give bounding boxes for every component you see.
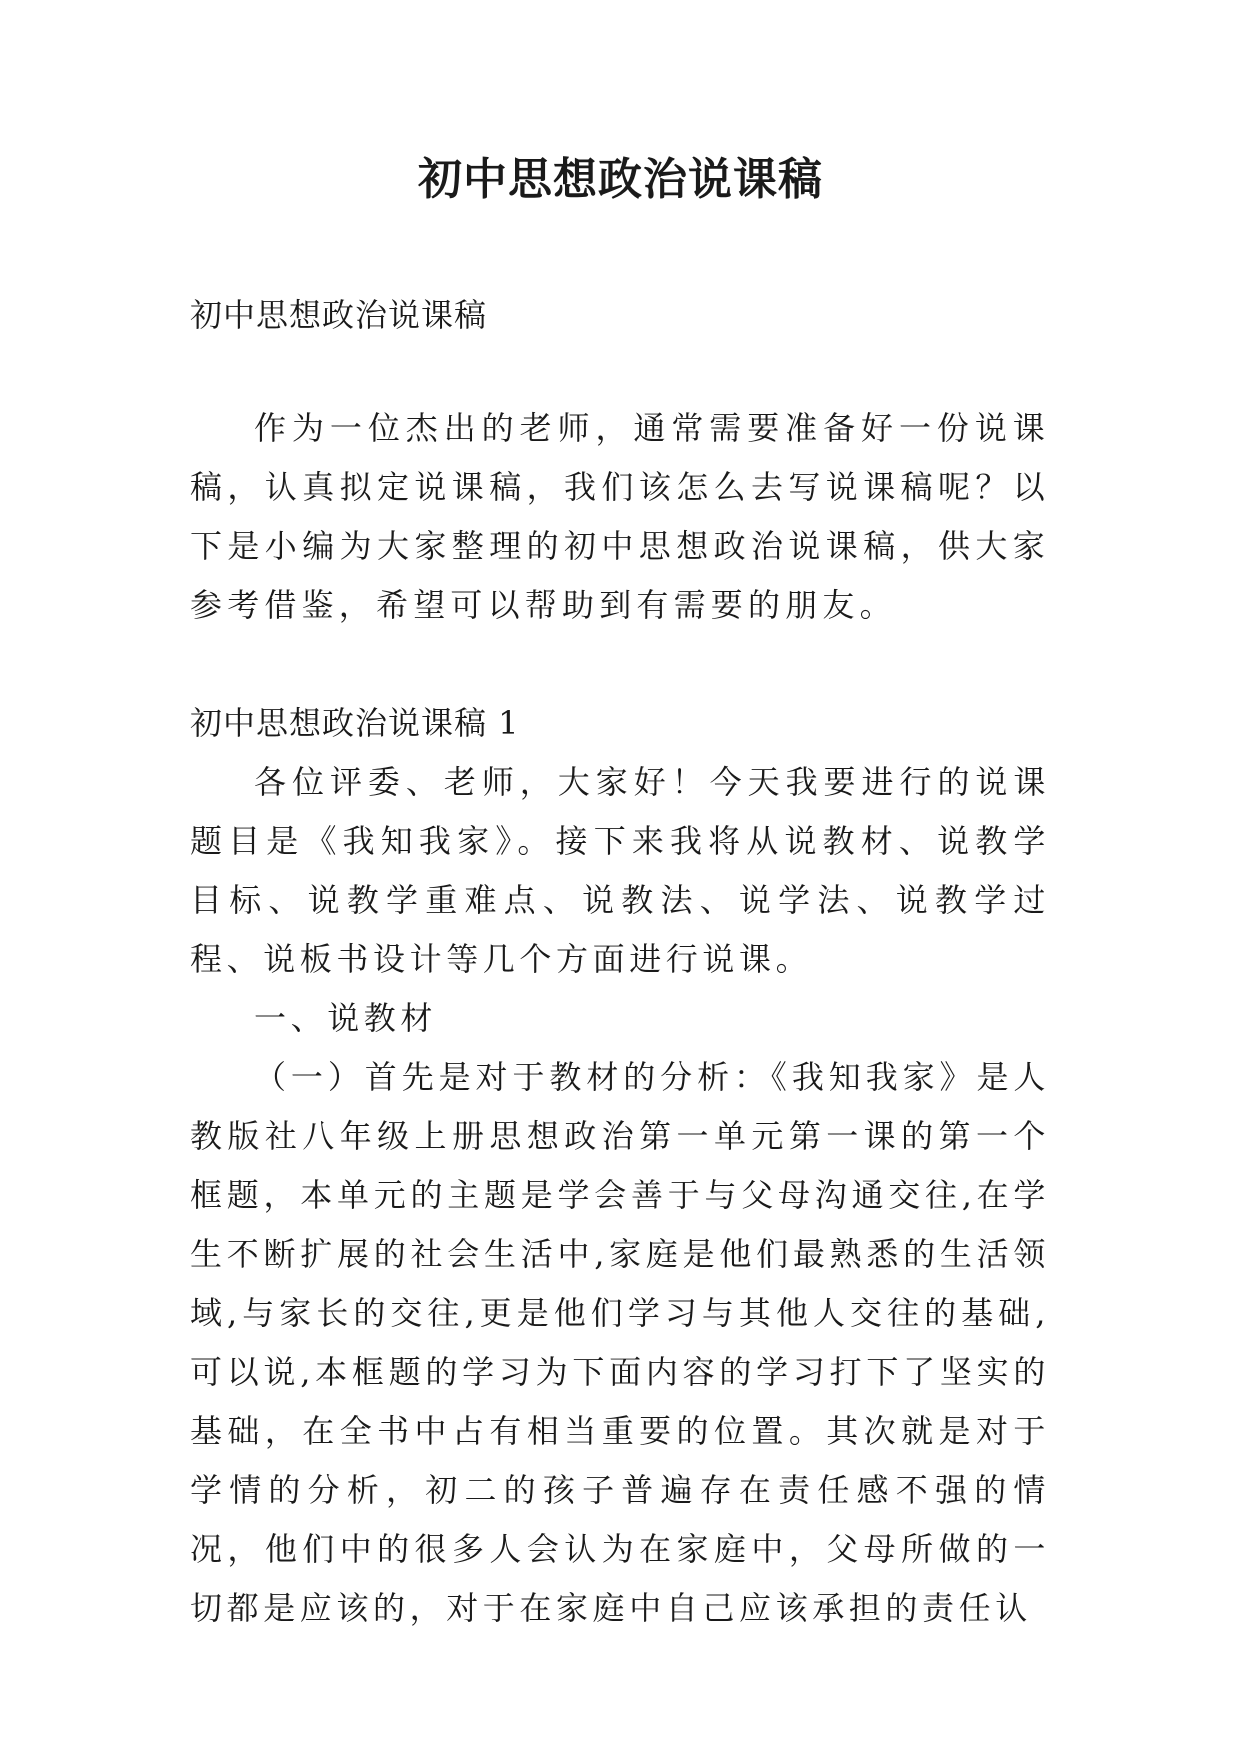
section-1 bbox=[190, 694, 1050, 1638]
section-1-subheading-textbook: 一、说教材 bbox=[254, 999, 438, 1037]
section-1-heading: 初中思想政治说课稿 1 bbox=[190, 704, 520, 742]
document-title: 初中思想政治说课稿 bbox=[418, 154, 823, 205]
document-subtitle: 初中思想政治说课稿 bbox=[190, 296, 488, 334]
section-1-paragraph-analysis: （一）首先是对于教材的分析：《我知我家》是人教版社八年级上册思想政治第一单元第一课的第一个框题，本单元的主题是学会善于与父母沟通交往,在学生不断扩展的社会生活中,家庭是他们最熟悉的生活领域,与家长的交往,更是他们学习与其他人交往的基础,可以说,本框题的学习为下面内容的学习打下了坚实的基础，在全书中占有相当重要的位置。其次就是对于学情的分析，初二的孩子普遍存在责任感不强的情况，他们中的很多人会认为在家庭中，父母所做的一切都是应该的，对于在家庭中自己应该承担的责任认 bbox=[190, 1058, 1050, 1627]
section-1-paragraph-opening: 各位评委、老师，大家好！今天我要进行的说课题目是《我知我家》。接下来我将从说教材、说教学目标、说教学重难点、说教法、说学法、说教学过程、说板书设计等几个方面进行说课。 bbox=[190, 763, 1050, 978]
intro-paragraph: 作为一位杰出的老师，通常需要准备好一份说课稿，认真拟定说课稿，我们该怎么去写说课稿呢？以下是小编为大家整理的初中思想政治说课稿，供大家参考借鉴，希望可以帮助到有需要的朋友。 bbox=[190, 409, 1050, 624]
